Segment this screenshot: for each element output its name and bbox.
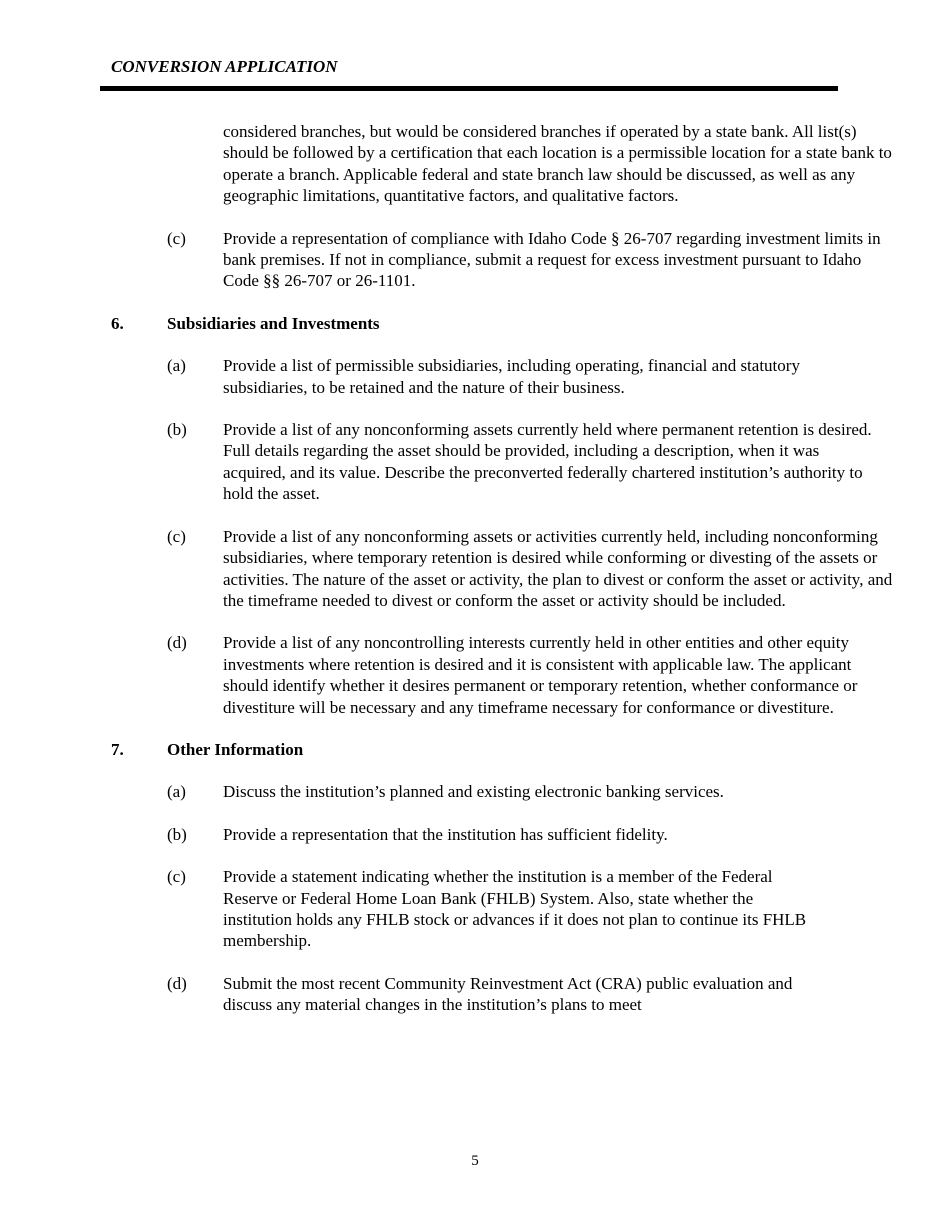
page-content <box>111 121 901 1037</box>
item-marker: (a) <box>167 356 186 376</box>
section7-item-c <box>167 866 807 952</box>
item-marker: (a) <box>167 782 186 802</box>
section6-item-d <box>167 632 882 718</box>
item-text: Provide a statement indicating whether the institution is a member of the Federal Reserve or Federal Home Loan Bank (FHLB) System. Also, state whether the institution holds any FHLB stock or advances if it does not plan to continue its FHLB membership. <box>223 867 807 951</box>
section7-item-b <box>167 824 897 845</box>
continuation-paragraph: considered branches, but would be considered branches if operated by a state bank. All list(s) should be followed by a certification that each location is a permissible location for a state bank to operate a branch. Applicable federal and state branch law should be discussed, as well as any geographic limitations, quantitative factors, and qualitative factors. <box>223 122 892 206</box>
item-marker: (b) <box>167 824 187 844</box>
section6-item-a <box>167 355 867 398</box>
section5-item-c <box>167 228 901 292</box>
item-text: Provide a representation of compliance with Idaho Code § 26-707 regarding investment limits in bank premises. If not in compliance, submit a request for excess investment pursuant to Idaho Code §§ 26-707 or 26-1101. <box>223 228 881 291</box>
item-marker: (c) <box>167 867 186 887</box>
item-marker: (c) <box>167 228 186 248</box>
page-number: 5 <box>471 1153 479 1169</box>
header-title: CONVERSION APPLICATION <box>111 57 338 76</box>
section6-item-c <box>167 526 897 612</box>
item-text: Provide a list of permissible subsidiaries, including operating, financial and statutory subsidiaries, to be retained and the nature of their business. <box>223 356 800 397</box>
item-text: Discuss the institution’s planned and existing electronic banking services. <box>223 782 724 802</box>
item-marker: (d) <box>167 973 187 993</box>
section7-item-a <box>167 781 897 802</box>
item-text: Provide a representation that the institution has sufficient fidelity. <box>223 824 668 844</box>
item-text: Submit the most recent Community Reinvestment Act (CRA) public evaluation and discuss any material changes in the institution’s plans to meet <box>223 973 793 1015</box>
item-text: Provide a list of any nonconforming assets currently held where permanent retention is desired. Full details regarding the asset should be provided, including a description, when it was acquired, and its value. Describe the preconverted federally chartered institution’s authority to hold the asset. <box>223 420 872 504</box>
header-rule <box>100 86 838 91</box>
item-marker: (b) <box>167 420 187 440</box>
section6-item-b <box>167 419 882 505</box>
section-number: 7. <box>111 739 124 759</box>
item-text: Provide a list of any nonconforming assets or activities currently held, including nonconforming subsidiaries, where temporary retention is desired while conforming or divesting of the assets or activities. The nature of the asset or activity, the plan to divest or conform the asset or activity, and the timeframe needed to divest or conform the asset or activity should be included. <box>223 526 893 610</box>
item-text: Provide a list of any noncontrolling interests currently held in other entities and other equity investments where retention is desired and it is consistent with applicable law. The applicant should identify whether it desires permanent or temporary retention, whether conformance or divestiture will be necessary and any timeframe necessary for conformance or divestiture. <box>223 633 858 717</box>
section-title: Subsidiaries and Investments <box>167 313 380 333</box>
section-number: 6. <box>111 313 124 333</box>
section7-heading <box>111 739 901 760</box>
section-title: Other Information <box>167 739 304 759</box>
section6-heading <box>111 313 901 334</box>
item-marker: (d) <box>167 633 187 653</box>
section7-item-d <box>167 973 807 1016</box>
item-marker: (c) <box>167 526 186 546</box>
